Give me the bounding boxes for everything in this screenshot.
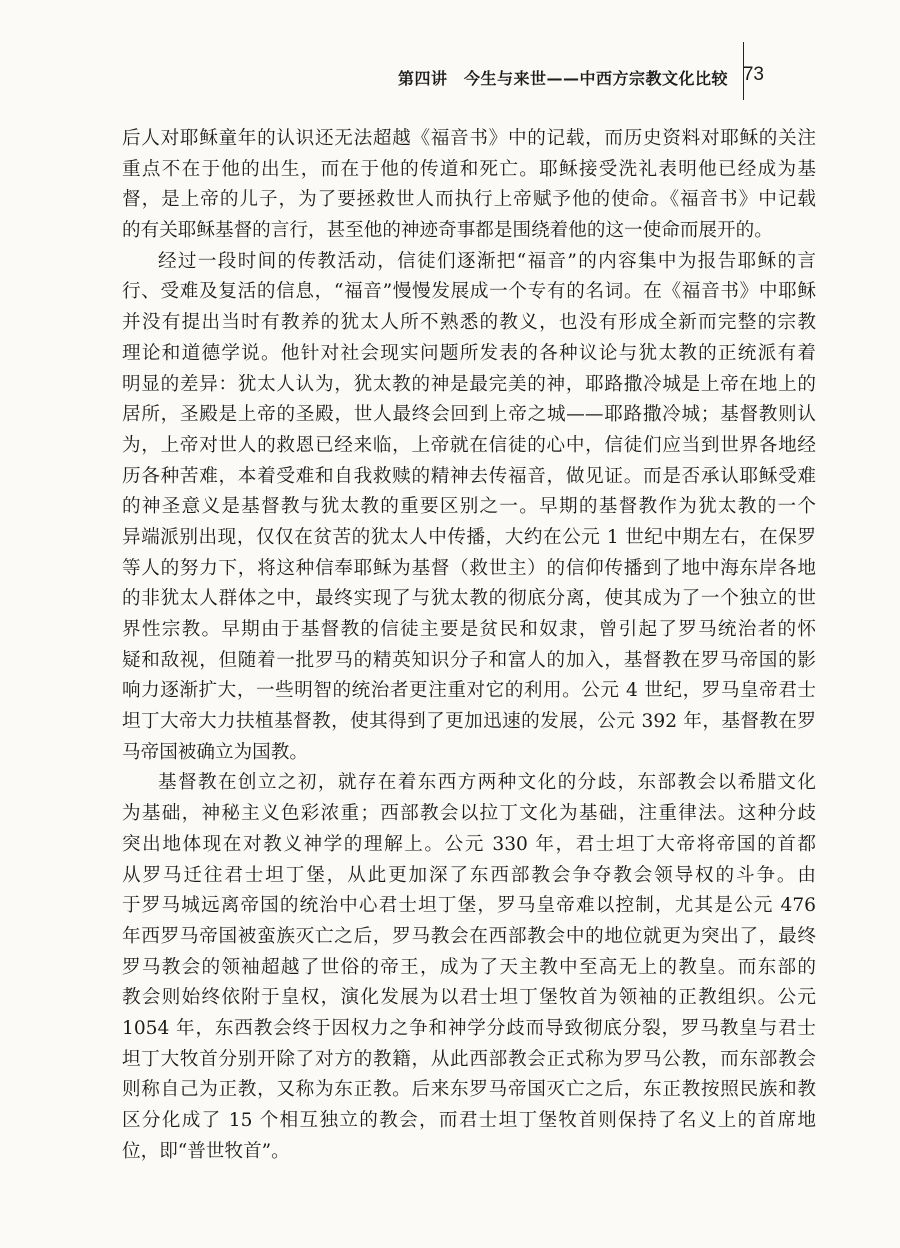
text-line: 督，是上帝的儿子，为了要拯救世人而执行上帝赋予他的使命。《福音书》中记载 xyxy=(122,189,816,211)
text-line: 教会则始终依附于皇权，演化发展为以君士坦丁堡牧首为领袖的正教组织。公元 xyxy=(122,987,816,1009)
text-line: 位，即“普世牧首”。 xyxy=(122,1140,290,1162)
text-line: 区分化成了 15 个相互独立的教会，而君士坦丁堡牧首则保持了名义上的首席地 xyxy=(122,1110,816,1131)
text-line: 的神圣意义是基督教与犹太教的重要区别之一。早期的基督教作为犹太教的一个 xyxy=(122,496,816,518)
running-head xyxy=(120,58,830,98)
text-line: 居所，圣殿是上帝的圣殿，世人最终会回到上帝之城——耶路撒冷城；基督教则认 xyxy=(122,404,816,426)
text-line: 的有关耶稣基督的言行，甚至他的神迹奇事都是围绕着他的这一使命而展开的。 xyxy=(122,220,773,242)
text-line: 界性宗教。早期由于基督教的信徒主要是贫民和奴隶，曾引起了罗马统治者的怀 xyxy=(122,619,816,640)
text-line: 罗马教会的领袖超越了世俗的帝王，成为了天主教中至高无上的教皇。而东部的 xyxy=(122,956,816,978)
text-line: 等人的努力下，将这种信奉耶稣为基督（救世主）的信仰传播到了地中海东岸各地 xyxy=(122,557,816,579)
text-line: 坦丁大牧首分别开除了对方的教籍，从此西部教会正式称为罗马公教，而东部教会 xyxy=(122,1048,816,1070)
text-line: 疑和敌视，但随着一批罗马的精英知识分子和富人的加入，基督教在罗马帝国的影 xyxy=(122,649,816,671)
text-line: 于罗马城远离帝国的统治中心君士坦丁堡，罗马皇帝难以控制，尤其是公元 476 xyxy=(122,895,816,917)
text-line: 理论和道德学说。他针对社会现实问题所发表的各种议论与犹太教的正统派有着 xyxy=(122,342,816,364)
text-line: 从罗马迁往君士坦丁堡，从此更加深了东西部教会争夺教会领导权的斗争。由 xyxy=(122,864,816,886)
body-text xyxy=(122,124,816,1167)
page-number: 73 xyxy=(742,64,764,85)
text-line: 为，上帝对世人的救恩已经来临，上帝就在信徒的心中，信徒们应当到世界各地经 xyxy=(122,434,816,456)
text-line: 为基础，神秘主义色彩浓重；西部教会以拉丁文化为基础，注重律法。这种分歧 xyxy=(122,803,816,825)
text-line: 突出地体现在对教义神学的理解上。公元 330 年，君士坦丁大帝将帝国的首都 xyxy=(122,833,816,855)
text-line: 重点不在于他的出生，而在于他的传道和死亡。耶稣接受洗礼表明他已经成为基 xyxy=(122,158,816,180)
text-line: 响力逐渐扩大，一些明智的统治者更注重对它的利用。公元 4 世纪，罗马皇帝君士 xyxy=(122,680,816,702)
text-line: 的非犹太人群体之中，最终实现了与犹太教的彻底分离，使其成为了一个独立的世 xyxy=(122,588,816,610)
text-line: 1054 年，东西教会终于因权力之争和神学分歧而导致彻底分裂，罗马教皇与君士 xyxy=(122,1017,816,1039)
text-line: 明显的差异：犹太人认为，犹太教的神是最完美的神，耶路撒冷城是上帝在地上的 xyxy=(122,373,816,395)
running-head-title: 第四讲 今生与来世——中西方宗教文化比较 xyxy=(397,69,728,88)
text-line: 经过一段时间的传教活动，信徒们逐渐把“福音”的内容集中为报告耶稣的言 xyxy=(158,250,816,272)
text-line: 年西罗马帝国被蛮族灭亡之后，罗马教会在西部教会中的地位就更为突出了，最终 xyxy=(122,925,816,947)
text-line: 后人对耶稣童年的认识还无法超越《福音书》中的记载，而历史资料对耶稣的关注 xyxy=(122,128,816,149)
text-line: 基督教在创立之初，就存在着东西方两种文化的分歧，东部教会以希腊文化 xyxy=(158,772,816,794)
text-line: 并没有提出当时有教养的犹太人所不熟悉的教义，也没有形成全新而完整的宗教 xyxy=(122,312,816,334)
text-line: 行、受难及复活的信息，“福音”慢慢发展成一个专有的名词。在《福音书》中耶稣 xyxy=(122,281,816,303)
text-line: 异端派别出现，仅仅在贫苦的犹太人中传播，大约在公元 1 世纪中期左右，在保罗 xyxy=(122,526,816,548)
text-line: 则称自己为正教，又称为东正教。后来东罗马帝国灭亡之后，东正教按照民族和教 xyxy=(122,1079,816,1101)
text-line: 马帝国被确立为国教。 xyxy=(122,741,308,763)
text-line: 历各种苦难，本着受难和自我救赎的精神去传福音，做见证。而是否承认耶稣受难 xyxy=(122,465,816,487)
text-line: 坦丁大帝大力扶植基督教，使其得到了更加迅速的发展，公元 392 年，基督教在罗 xyxy=(122,711,816,733)
